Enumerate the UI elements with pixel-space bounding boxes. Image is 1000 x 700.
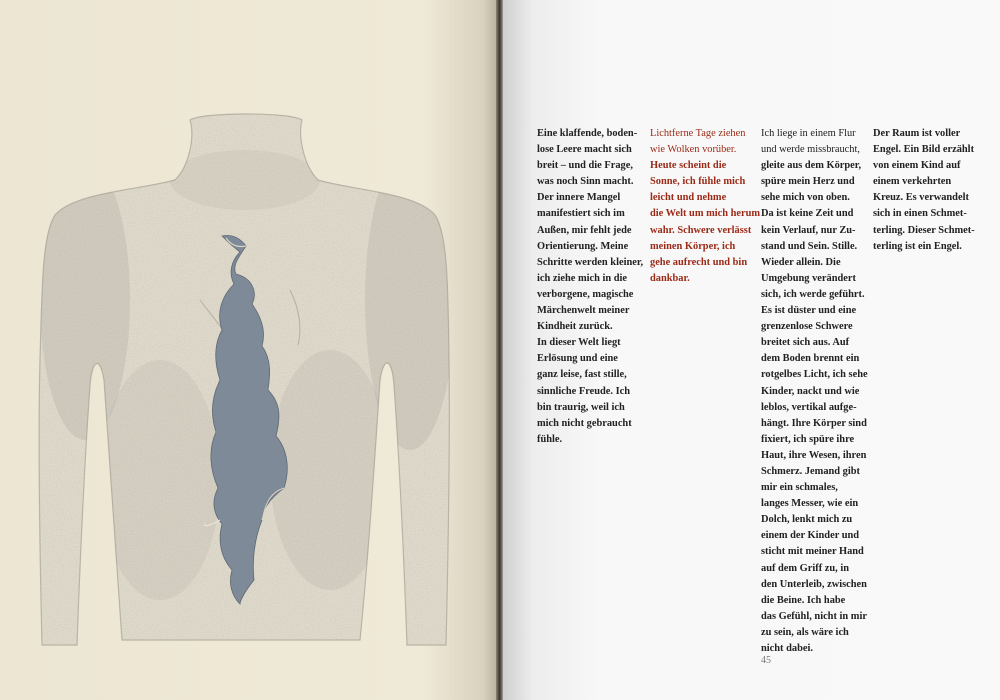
text-line: von einem Kind auf — [873, 160, 961, 172]
torso-drawing — [0, 0, 498, 700]
text-line: kein Verlauf, nur Zu- — [761, 224, 856, 236]
left-page — [0, 0, 498, 700]
text-line: Kinder, nackt und wie — [761, 385, 860, 397]
text-line: was noch Sinn macht. — [537, 176, 634, 188]
text-line: gehe aufrecht und bin — [650, 256, 748, 268]
text-line: spüre mein Herz und — [761, 176, 855, 188]
text-column-3 — [761, 126, 871, 657]
text-line: den Unterleib, zwischen — [761, 578, 867, 590]
text-line: Eine klaffende, boden- — [537, 128, 638, 139]
text-line: Erlösung und eine — [537, 353, 618, 365]
text-line: Orientierung. Meine — [537, 240, 629, 252]
text-line: einem der Kinder und — [761, 530, 860, 542]
text-line: Es ist düster und eine — [761, 305, 857, 317]
text-line: bin traurig, weil ich — [537, 401, 625, 413]
text-line: die Welt um mich herum — [650, 208, 761, 220]
text-line: Dolch, lenkt mich zu — [761, 514, 853, 526]
text-line: dankbar. — [650, 272, 690, 284]
text-line: Wieder allein. Die — [761, 256, 841, 268]
text-line: hängt. Ihre Körper sind — [761, 417, 867, 429]
text-line: sich, ich werde geführt. — [761, 288, 865, 300]
text-line: Der innere Mangel — [537, 192, 621, 204]
text-line: rotgelbes Licht, ich sehe — [761, 369, 868, 381]
right-page — [503, 0, 1000, 700]
text-line: leblos, vertikal aufge- — [761, 401, 857, 413]
text-line: In dieser Welt liegt — [537, 337, 621, 349]
text-line: ganz leise, fast stille, — [537, 369, 627, 381]
text-line: die Beine. Ich habe — [761, 594, 846, 606]
text-line: das Gefühl, nicht in mir — [761, 610, 867, 622]
text-line: Ich liege in einem Flur — [761, 128, 856, 139]
text-line: stand und Sein. Stille. — [761, 240, 858, 252]
text-line: verborgene, magische — [537, 288, 634, 300]
text-line: sich in einen Schmet- — [873, 208, 967, 220]
text-line: Sonne, ich fühle mich — [650, 176, 746, 188]
page-number: 45 — [761, 655, 771, 666]
text-line: Schmerz. Jemand gibt — [761, 465, 860, 477]
text-line: Schritte werden kleiner, — [537, 256, 644, 268]
text-line: meinen Körper, ich — [650, 240, 736, 252]
text-line: terling ist ein Engel. — [873, 240, 962, 252]
text-line: Kreuz. Es verwandelt — [873, 192, 969, 204]
text-line: ich ziehe mich in die — [537, 272, 628, 284]
text-line: Haut, ihre Wesen, ihren — [761, 449, 867, 461]
text-line: und werde missbraucht, — [761, 144, 860, 156]
text-line: gleite aus dem Körper, — [761, 160, 862, 172]
text-line: dem Boden brennt ein — [761, 353, 860, 365]
text-line: grenzenlose Schwere — [761, 321, 853, 333]
text-line: fühle. — [537, 433, 563, 445]
text-line: Heute scheint die — [650, 160, 727, 172]
text-line: langes Messer, wie ein — [761, 498, 859, 510]
text-line: mich nicht gebraucht — [537, 417, 632, 429]
text-line: fixiert, ich spüre ihre — [761, 433, 855, 445]
text-column-1 — [537, 126, 645, 448]
text-line: zu sein, als wäre ich — [761, 626, 849, 638]
text-line: sinnliche Freude. Ich — [537, 385, 631, 397]
text-line: breit – und die Frage, — [537, 160, 633, 172]
text-line: breitet sich aus. Auf — [761, 337, 850, 349]
text-line: Außen, mir fehlt jede — [537, 224, 632, 236]
text-line: Lichtferne Tage ziehen — [650, 128, 746, 139]
text-line: lose Leere macht sich — [537, 144, 632, 156]
text-line: wahr. Schwere verlässt — [650, 224, 752, 236]
text-line: nicht dabei. — [761, 643, 813, 654]
text-line: einem verkehrten — [873, 176, 952, 188]
text-line: manifestiert sich im — [537, 208, 625, 220]
text-line: leicht und nehme — [650, 192, 727, 204]
text-line: mir ein schmales, — [761, 482, 838, 494]
text-column-4 — [873, 126, 973, 255]
text-line: auf dem Griff zu, in — [761, 562, 850, 574]
text-line: Da ist keine Zeit und — [761, 208, 854, 220]
text-line: terling. Dieser Schmet- — [873, 224, 975, 236]
text-line: sehe mich von oben. — [761, 192, 850, 204]
text-line: Der Raum ist voller — [873, 128, 961, 139]
text-line: Kindheit zurück. — [537, 321, 613, 333]
text-line: wie Wolken vorüber. — [650, 144, 737, 156]
text-line: Märchenwelt meiner — [537, 305, 630, 317]
text-column-2 — [650, 126, 760, 287]
text-line: Umgebung verändert — [761, 272, 856, 284]
text-line: sticht mit meiner Hand — [761, 546, 864, 558]
text-line: Engel. Ein Bild erzählt — [873, 144, 975, 156]
